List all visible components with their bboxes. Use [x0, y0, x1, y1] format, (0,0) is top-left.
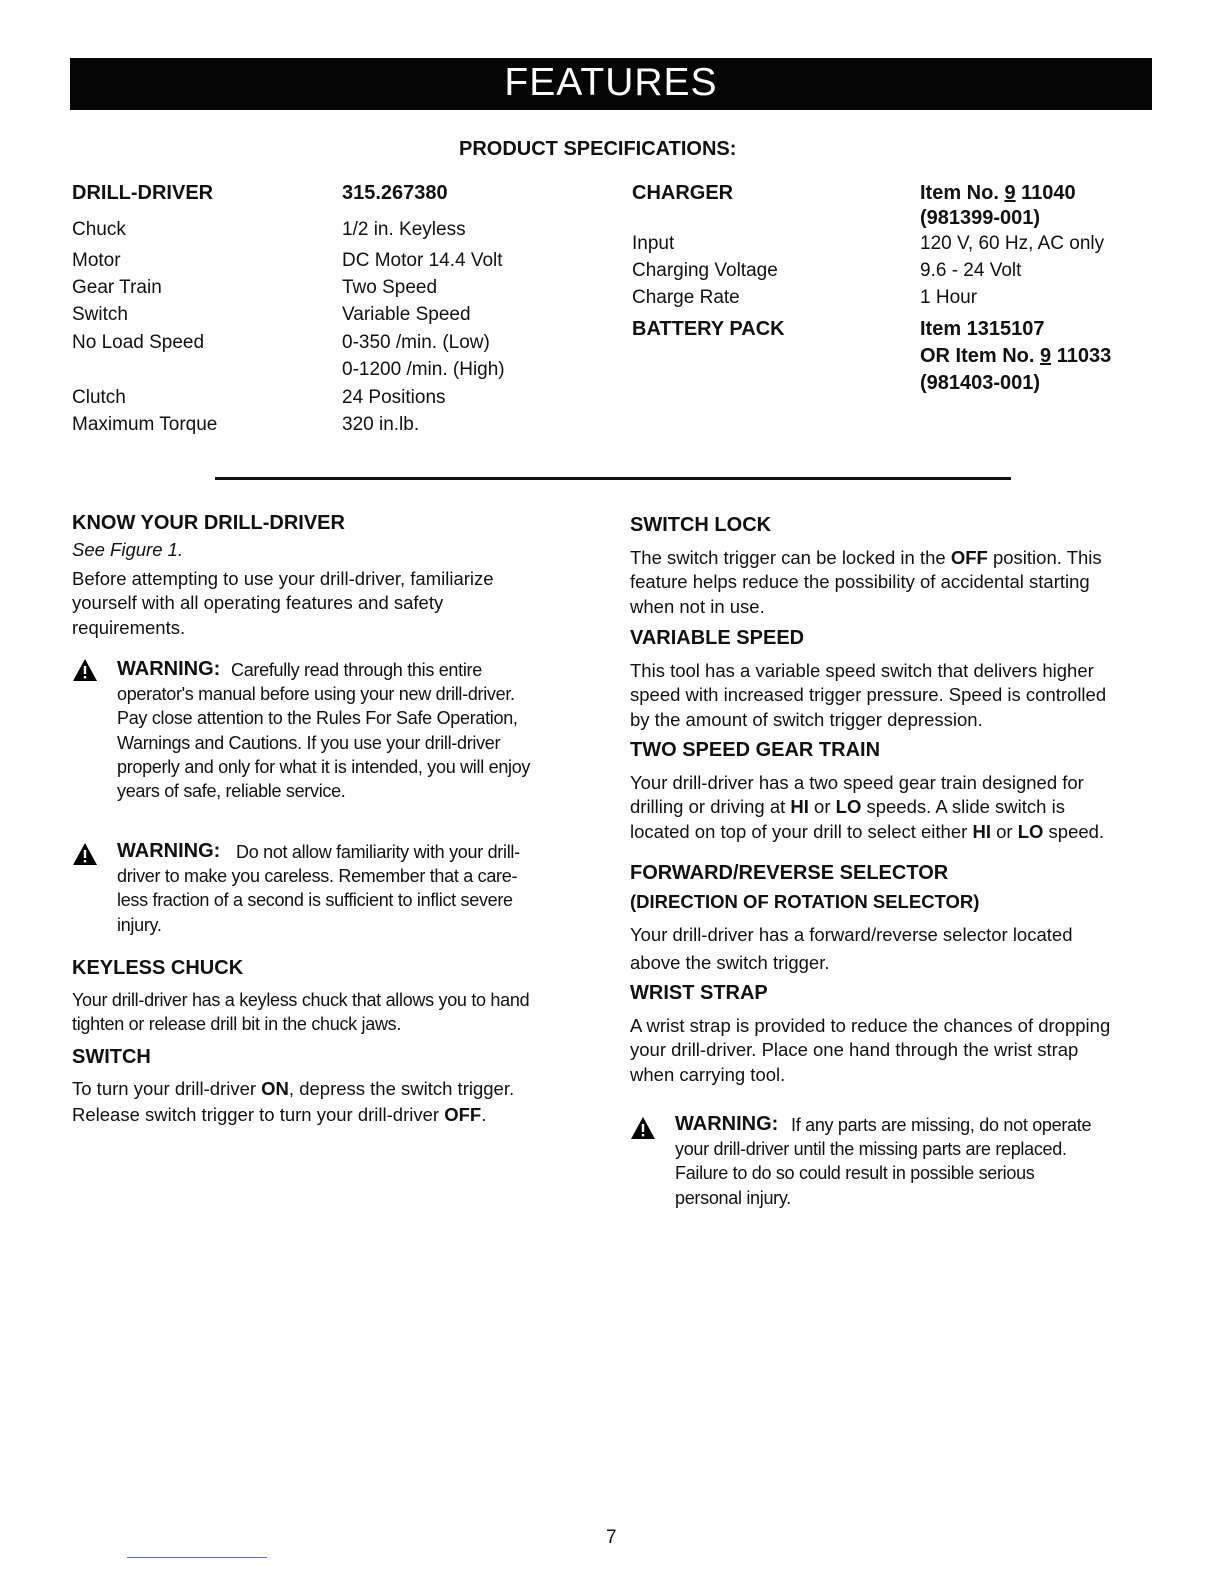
- text-line: [117, 682, 530, 706]
- spec-value: 0-1200 /min. (High): [342, 359, 505, 380]
- charger-header: CHARGER: [632, 182, 734, 204]
- bold-term: HI: [790, 796, 809, 818]
- text-line: [630, 659, 1106, 683]
- warning-label: WARNING:: [117, 840, 221, 862]
- know-paragraph: [72, 567, 494, 640]
- text-line: [231, 658, 530, 682]
- spec-label: Clutch: [72, 387, 126, 408]
- footer-line: [127, 1557, 267, 1558]
- text-segment: Failure to do so could result in possible serious: [675, 1163, 1035, 1184]
- see-figure-note: [72, 538, 183, 562]
- text-segment: Your drill-driver has a forward/reverse selector located: [630, 924, 1073, 945]
- charger-item-number: [920, 182, 1076, 205]
- text-segment: personal injury.: [675, 1187, 791, 1208]
- spec-value: 120 V, 60 Hz, AC only: [920, 233, 1105, 254]
- item-num: 11033: [1051, 345, 1112, 367]
- text-line: [675, 1161, 1091, 1185]
- text-segment: or: [990, 820, 1018, 842]
- spec-label: Gear Train: [72, 277, 162, 298]
- text-segment: by the amount of switch trigger depression.: [630, 708, 983, 730]
- text-segment: Your drill-driver has a keyless chuck that allows you to hand: [72, 990, 530, 1010]
- drill-header: DRILL-DRIVER: [72, 182, 214, 204]
- text-segment: See Figure 1.: [72, 539, 184, 560]
- text-line: [72, 567, 494, 591]
- text-line: [117, 731, 530, 755]
- item-prefix: Item No.: [920, 182, 1005, 204]
- text-segment: when not in use.: [630, 595, 765, 617]
- variable-speed-paragraph: [630, 659, 1106, 732]
- text-segment: The switch trigger can be locked in the: [630, 547, 951, 568]
- text-line: [117, 779, 530, 803]
- spec-label: Chuck: [72, 219, 126, 240]
- spec-value: Two Speed: [342, 277, 438, 298]
- text-line: [630, 949, 1072, 977]
- text-segment: above the switch trigger.: [630, 952, 830, 973]
- text-segment: Warnings and Cautions. If you use your drill-driver: [117, 732, 501, 753]
- warning-icon: [72, 842, 98, 866]
- warning-icon: [630, 1116, 656, 1140]
- text-segment: less fraction of a second is sufficient to inflict severe: [117, 890, 513, 911]
- text-line: [117, 888, 520, 912]
- spec-value: Variable Speed: [342, 304, 471, 325]
- spec-label: No Load Speed: [72, 332, 205, 353]
- spec-value: 9.6 - 24 Volt: [920, 260, 1022, 281]
- text-line: [72, 1076, 514, 1102]
- text-line: [791, 1113, 1091, 1137]
- text-line: [72, 591, 494, 615]
- text-line: [117, 864, 520, 888]
- text-segment: If any parts are missing, do not operate: [791, 1115, 1092, 1135]
- wrist-strap-paragraph: [630, 1014, 1110, 1087]
- spec-label: Motor: [72, 250, 121, 271]
- charger-part-number: (981399-001): [920, 207, 1041, 229]
- bold-term: OFF: [444, 1104, 482, 1125]
- text-segment: when carrying tool.: [630, 1063, 786, 1085]
- battery-alt-item: [920, 345, 1111, 368]
- bold-term: OFF: [950, 547, 988, 568]
- forward-reverse-heading: FORWARD/REVERSE SELECTOR: [630, 862, 949, 884]
- battery-header: BATTERY PACK: [632, 318, 785, 340]
- battery-part-number: (981403-001): [920, 372, 1041, 394]
- text-segment: properly and only for what it is intended, you will enjoy: [117, 756, 531, 777]
- spec-label: Charge Rate: [632, 287, 740, 308]
- warning-text: [117, 658, 531, 803]
- model-number: 315.267380: [342, 182, 448, 204]
- spec-value: 320 in.lb.: [342, 414, 420, 435]
- variable-speed-heading: VARIABLE SPEED: [630, 627, 805, 649]
- text-segment: speeds. A slide switch is: [861, 796, 1065, 818]
- text-line: [117, 706, 530, 730]
- text-line: [630, 820, 1104, 844]
- text-segment: Pay close attention to the Rules For Safe Operation,: [117, 708, 518, 729]
- text-segment: or: [808, 796, 836, 818]
- item-num: 11040: [1015, 182, 1076, 204]
- switch-heading: SWITCH: [72, 1046, 151, 1068]
- text-segment: operator's manual before using your new drill-driver.: [117, 684, 515, 705]
- text-segment: To turn your drill-driver: [72, 1078, 262, 1099]
- text-line: [675, 1137, 1091, 1161]
- spec-value: 0-350 /min. (Low): [342, 332, 490, 353]
- text-line: [630, 683, 1106, 707]
- text-line: [630, 795, 1104, 819]
- gear-train-paragraph: [630, 771, 1104, 844]
- text-line: [72, 616, 494, 640]
- text-segment: , depress the switch trigger.: [288, 1078, 515, 1099]
- text-line: [72, 1102, 514, 1128]
- specs-heading: PRODUCT SPECIFICATIONS:: [459, 138, 737, 160]
- spec-label: Maximum Torque: [72, 414, 218, 435]
- warning-label: WARNING:: [117, 658, 221, 680]
- text-line: [630, 1014, 1110, 1038]
- spec-value: DC Motor 14.4 Volt: [342, 250, 503, 271]
- item-9: 9: [1040, 345, 1052, 367]
- text-line: [72, 1012, 529, 1036]
- text-segment: position. This: [987, 547, 1102, 568]
- switch-lock-paragraph: [630, 546, 1102, 619]
- text-line: [630, 708, 1106, 732]
- keyless-paragraph: [72, 988, 529, 1036]
- spec-label: Input: [632, 233, 675, 254]
- bold-term: HI: [972, 820, 991, 842]
- text-segment: speed.: [1043, 820, 1105, 842]
- features-banner: [70, 58, 1152, 110]
- text-segment: your drill-driver. Place one hand through the wrist strap: [630, 1039, 1079, 1061]
- spec-label: Switch: [72, 304, 128, 325]
- spec-value: 1/2 in. Keyless: [342, 219, 466, 240]
- battery-item: Item 1315107: [920, 318, 1045, 340]
- text-segment: Do not allow familiarity with your drill-: [236, 842, 520, 862]
- page-title: FEATURES: [504, 61, 718, 104]
- text-segment: driver to make you careless. Remember that a care-: [117, 866, 518, 887]
- text-line: [117, 755, 530, 779]
- spec-value: 1 Hour: [920, 287, 978, 308]
- text-segment: your drill-driver until the missing parts are replaced.: [675, 1139, 1067, 1160]
- text-segment: This tool has a variable speed switch that delivers higher: [630, 660, 1094, 681]
- forward-reverse-paragraph: [630, 921, 1072, 977]
- know-heading: KNOW YOUR DRILL-DRIVER: [72, 512, 345, 534]
- text-line: [630, 1063, 1110, 1087]
- text-line: [630, 595, 1102, 619]
- text-segment: Release switch trigger to turn your drill-driver: [72, 1104, 445, 1125]
- switch-paragraph: [72, 1076, 514, 1128]
- bold-term: LO: [1017, 820, 1044, 842]
- text-segment: A wrist strap is provided to reduce the chances of dropping: [630, 1015, 1111, 1036]
- bold-term: LO: [835, 796, 862, 818]
- page-number: 7: [606, 1527, 617, 1548]
- text-line: [236, 840, 520, 864]
- text-segment: speed with increased trigger pressure. Speed is controlled: [630, 684, 1107, 706]
- forward-reverse-subheading: (DIRECTION OF ROTATION SELECTOR): [630, 891, 980, 912]
- text-line: [630, 1038, 1110, 1062]
- text-line: [630, 570, 1102, 594]
- bold-term: ON: [261, 1078, 289, 1099]
- warning-label: WARNING:: [675, 1113, 779, 1135]
- text-line: [630, 771, 1104, 795]
- section-divider: [215, 477, 1011, 480]
- text-segment: tighten or release drill bit in the chuck jaws.: [72, 1014, 402, 1035]
- text-line: [630, 921, 1072, 949]
- text-segment: requirements.: [72, 616, 186, 638]
- warning-icon: [72, 658, 98, 682]
- text-line: [630, 546, 1102, 570]
- wrist-strap-heading: WRIST STRAP: [630, 982, 768, 1004]
- spec-label: Charging Voltage: [632, 260, 778, 281]
- text-segment: Before attempting to use your drill-driver, familiarize: [72, 568, 494, 589]
- keyless-heading: KEYLESS CHUCK: [72, 957, 244, 979]
- text-line: [72, 538, 183, 562]
- text-segment: Your drill-driver has a two speed gear train designed for: [630, 772, 1084, 793]
- spec-value: 24 Positions: [342, 387, 446, 408]
- item-9: 9: [1004, 182, 1016, 204]
- text-segment: yourself with all operating features and safety: [72, 592, 444, 614]
- item-prefix: OR Item No.: [920, 345, 1041, 367]
- text-line: [72, 988, 529, 1012]
- text-segment: .: [481, 1104, 487, 1125]
- text-line: [675, 1186, 1091, 1210]
- text-segment: feature helps reduce the possibility of accidental starting: [630, 571, 1090, 593]
- text-segment: years of safe, reliable service.: [117, 781, 346, 802]
- gear-train-heading: TWO SPEED GEAR TRAIN: [630, 739, 881, 761]
- text-segment: drilling or driving at: [630, 796, 791, 818]
- switch-lock-heading: SWITCH LOCK: [630, 514, 772, 536]
- text-line: [117, 913, 520, 937]
- text-segment: Carefully read through this entire: [231, 660, 482, 680]
- text-segment: located on top of your drill to select either: [630, 820, 973, 842]
- text-segment: injury.: [117, 914, 162, 935]
